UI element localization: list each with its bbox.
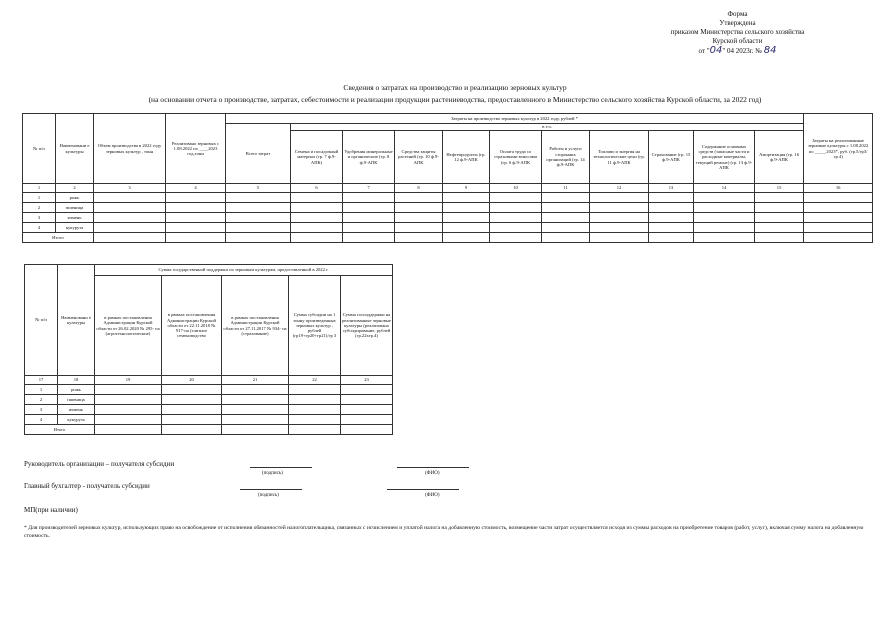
t1-cell[interactable] <box>443 223 490 233</box>
t1-row-num: 4 <box>23 223 56 233</box>
t2-cell[interactable] <box>162 405 222 415</box>
t2-cell[interactable] <box>222 405 289 415</box>
t1-cell[interactable] <box>443 213 490 223</box>
t2-total-label: Итого <box>25 425 95 435</box>
t2-cell[interactable] <box>222 395 289 405</box>
t1-header-insurance: Страхование (гр. 15 ф.9-АПК <box>649 131 694 184</box>
t1-row-num: 2 <box>23 203 56 213</box>
t1-cell[interactable] <box>804 213 873 223</box>
t1-cell[interactable] <box>291 193 343 203</box>
t1-row-num: 3 <box>23 213 56 223</box>
t2-cell[interactable] <box>341 395 393 405</box>
t2-header-insurance: в рамках постановления Администрации Курской области от 27.11.2017 № 934- па (страхование) <box>222 276 289 376</box>
t1-cell[interactable] <box>490 203 542 213</box>
t1-colnum: 5 <box>226 184 291 193</box>
t1-header-labor: Оплата труда со страховыми взносами (гр. 6 ф.9-АПК <box>490 131 542 184</box>
t1-colnum: 7 <box>343 184 395 193</box>
t1-cell[interactable] <box>443 233 490 243</box>
t1-cell[interactable] <box>94 223 166 233</box>
subsidy-table <box>24 264 393 435</box>
t2-colnum: 22 <box>289 376 341 385</box>
t2-cell[interactable] <box>289 385 341 395</box>
t1-row-corn <box>23 223 873 233</box>
t2-header-crop: Наименовани е культуры <box>58 265 95 376</box>
t2-header-group: Сумма государственной поддержки по зерновым культурам, предоставленной в 2022 г. <box>95 265 393 276</box>
footnote: * Для производителей зерновых культур, использующих право на освобождение от исполнения обязанностей налогоплательщика, связанных с исчислением и уплатой налога на добавленную стоимость, возмещение части затрат осуществляется исходя из суммы расходов на приобретение товаров (работ, услуг), включая сумму налога на добавленную стоимость. <box>24 525 864 539</box>
accountant-signature-line <box>240 489 302 490</box>
t2-cell[interactable] <box>162 395 222 405</box>
t1-cell[interactable] <box>590 193 649 203</box>
t1-cell[interactable] <box>94 233 166 243</box>
t1-row-crop: пшеница <box>56 203 94 213</box>
head-sign-hint: (подпись) <box>262 471 283 476</box>
t1-cell[interactable] <box>395 213 443 223</box>
t1-cell[interactable] <box>395 223 443 233</box>
t1-cell[interactable] <box>94 213 166 223</box>
approval-region-line: Курской области <box>712 37 763 45</box>
t1-cell[interactable] <box>804 233 873 243</box>
t2-cell[interactable] <box>289 405 341 415</box>
t1-cell[interactable] <box>542 233 590 243</box>
t1-total-label: Итого <box>23 233 94 243</box>
t1-colnum: 1 <box>23 184 56 193</box>
t1-colnum: 11 <box>542 184 590 193</box>
t2-cell[interactable] <box>341 415 393 425</box>
t1-header-num: № п/п <box>23 114 56 184</box>
approval-date-line: от "04" 04 2023г. № 84 <box>698 45 777 56</box>
t2-cell[interactable] <box>162 415 222 425</box>
t1-cell[interactable] <box>343 203 395 213</box>
t2-cell[interactable] <box>95 425 162 435</box>
t1-header-seeds: Семена и посадочный материал (гр. 7 ф.9-АПК) <box>291 131 343 184</box>
t1-cell[interactable] <box>649 213 694 223</box>
t1-cell[interactable] <box>395 233 443 243</box>
document-title: Сведения о затратах на производство и реализацию зерновых культур <box>343 83 567 92</box>
t2-cell[interactable] <box>95 395 162 405</box>
t1-cell[interactable] <box>590 223 649 233</box>
t2-colnum: 23 <box>341 376 393 385</box>
t2-row-corn <box>25 415 393 425</box>
head-signature-label: Руководитель организации – получателя субсидии <box>24 460 175 468</box>
t1-cell[interactable] <box>395 193 443 203</box>
t1-cell[interactable] <box>395 203 443 213</box>
t1-cell[interactable] <box>755 223 804 233</box>
t1-cell[interactable] <box>166 213 226 223</box>
t2-cell[interactable] <box>341 425 393 435</box>
t1-colnum: 2 <box>56 184 94 193</box>
t1-cell[interactable] <box>755 213 804 223</box>
t1-header-maintenance: Содержание основных средств (запасные части и расходные материалы, текущий ремонт) (гр. 13 ф.9-АПК <box>694 131 755 184</box>
t1-header-costs-group: Затраты на производство зерновых культур в 2022 году, рублей * <box>226 114 804 124</box>
approval-approved-label: Утверждена <box>719 19 756 27</box>
t1-row-total <box>23 233 873 243</box>
t2-row-rye <box>25 385 393 395</box>
t1-header-fuel: Топливо и энергия на технологические цели (гр. 11 ф.9-АПК <box>590 131 649 184</box>
t1-cell[interactable] <box>343 223 395 233</box>
t1-cell[interactable] <box>542 213 590 223</box>
t1-cell[interactable] <box>226 223 291 233</box>
t2-row-num: 2 <box>25 395 58 405</box>
t2-row-num: 4 <box>25 415 58 425</box>
t1-colnum: 13 <box>649 184 694 193</box>
t2-cell[interactable] <box>341 385 393 395</box>
t2-row-crop: пшеница <box>58 395 95 405</box>
t1-cell[interactable] <box>490 213 542 223</box>
t2-colnum: 21 <box>222 376 289 385</box>
t1-cell[interactable] <box>443 193 490 203</box>
t1-cell[interactable] <box>291 223 343 233</box>
t1-header-incl: в т.ч. <box>291 124 804 131</box>
t1-header-crop: Наименовани е культуры <box>56 114 94 184</box>
head-name-hint: (ФИО) <box>425 471 440 476</box>
t1-cell[interactable] <box>694 223 755 233</box>
approval-number: 84 <box>763 45 777 56</box>
t1-cell[interactable] <box>755 203 804 213</box>
t2-cell[interactable] <box>222 425 289 435</box>
t1-cell[interactable] <box>649 223 694 233</box>
t1-cell[interactable] <box>226 213 291 223</box>
accountant-name-hint: (ФИО) <box>425 493 440 498</box>
t1-header-services: Работы и услуги сторонних организаций (гр. 14 ф.9-АПК <box>542 131 590 184</box>
approval-day: 04 <box>709 45 723 56</box>
t1-colnum: 3 <box>94 184 166 193</box>
t1-colnum: 9 <box>443 184 490 193</box>
t1-cell[interactable] <box>590 203 649 213</box>
t1-cell[interactable] <box>694 193 755 203</box>
t1-cell[interactable] <box>694 233 755 243</box>
accountant-sign-hint: (подпись) <box>258 493 279 498</box>
t2-header-per-ton: Сумма субсидии на 1 тонну произведенных зерновых культур , рублей (гр19+гр20+гр21)/гр 3 <box>289 276 341 376</box>
t2-row-num: 3 <box>25 405 58 415</box>
t2-cell[interactable] <box>289 415 341 425</box>
approval-order-line: приказом Министерства сельского хозяйства <box>670 28 805 36</box>
t1-cell[interactable] <box>755 193 804 203</box>
t1-cell[interactable] <box>542 203 590 213</box>
t1-colnum: 8 <box>395 184 443 193</box>
t1-cell[interactable] <box>804 223 873 233</box>
t1-cell[interactable] <box>291 203 343 213</box>
t2-row-crop: ячмень <box>58 405 95 415</box>
t2-row-total <box>25 425 393 435</box>
t1-cell[interactable] <box>649 193 694 203</box>
t2-row-num: 1 <box>25 385 58 395</box>
t1-cell[interactable] <box>343 233 395 243</box>
t1-colnum: 4 <box>166 184 226 193</box>
t2-cell[interactable] <box>222 385 289 395</box>
t2-cell[interactable] <box>222 415 289 425</box>
t2-header-agro: в рамках постановления Администрации Курской области от 26.02.2020 № 295- па (агротехнологические) <box>95 276 162 376</box>
t1-row-rye <box>23 193 873 203</box>
t2-column-numbers-row <box>25 376 393 385</box>
t1-header-total: Всего затрат <box>226 124 291 184</box>
t1-row-num: 1 <box>23 193 56 203</box>
stamp-label: МП(при наличии) <box>24 506 78 514</box>
t1-cell[interactable] <box>343 213 395 223</box>
t1-header-sold: Реализовано зерновых с 1.08.2022 по ____2023 год,тонн <box>166 114 226 184</box>
head-signature-line <box>250 467 312 468</box>
t2-cell[interactable] <box>289 425 341 435</box>
t1-cell[interactable] <box>166 203 226 213</box>
t1-cell[interactable] <box>649 203 694 213</box>
t1-colnum: 12 <box>590 184 649 193</box>
t1-row-wheat <box>23 203 873 213</box>
t1-colnum: 10 <box>490 184 542 193</box>
t1-row-crop: рожь <box>56 193 94 203</box>
t2-cell[interactable] <box>341 405 393 415</box>
costs-table <box>22 113 873 243</box>
t2-header-sold-support: Сумма господдержки на реализованные зерновые культуры (реализовано субсидирование, рублей (гр.22хгр.4) <box>341 276 393 376</box>
t1-header-sold-costs: Затраты на реализованные зерновые культуры с 1.08.2022 по _____2023*, руб. (гр.5/гр3/гр.4) <box>804 114 873 184</box>
t2-cell[interactable] <box>95 415 162 425</box>
t1-row-barley <box>23 213 873 223</box>
t2-header-elite: в рамках постановления Администрации Курской области от 22.11.2018 № 917-па (элитное семеноводство <box>162 276 222 376</box>
document-subtitle: (на основании отчета о производстве, затратах, себестоимости и реализации продукции растениеводства, предоставленного в Министерство сельского хозяйства Курской области, за 2022 год) <box>148 95 762 104</box>
t1-cell[interactable] <box>291 233 343 243</box>
t1-cell[interactable] <box>443 203 490 213</box>
t1-cell[interactable] <box>590 233 649 243</box>
t1-colnum: 14 <box>694 184 755 193</box>
t2-cell[interactable] <box>95 405 162 415</box>
t1-cell[interactable] <box>226 193 291 203</box>
t2-header-num: № п/п <box>25 265 58 376</box>
t2-row-crop: рожь <box>58 385 95 395</box>
t1-header-oil: Нефтепродукты (гр. 12 ф.9-АПК <box>443 131 490 184</box>
t2-colnum: 17 <box>25 376 58 385</box>
t1-cell[interactable] <box>804 203 873 213</box>
t1-cell[interactable] <box>694 213 755 223</box>
t2-colnum: 18 <box>58 376 95 385</box>
t1-cell[interactable] <box>694 203 755 213</box>
t1-cell[interactable] <box>542 223 590 233</box>
t2-row-barley <box>25 405 393 415</box>
t1-cell[interactable] <box>166 233 226 243</box>
t1-cell[interactable] <box>166 193 226 203</box>
t1-cell[interactable] <box>755 233 804 243</box>
t1-cell[interactable] <box>590 213 649 223</box>
head-name-line <box>397 467 469 468</box>
t1-cell[interactable] <box>226 233 291 243</box>
t1-row-crop: кукуруза <box>56 223 94 233</box>
t1-header-volume: Объем производства в 2022 году зерновых культур , тонн <box>94 114 166 184</box>
t1-colnum: 6 <box>291 184 343 193</box>
t2-cell[interactable] <box>162 385 222 395</box>
t2-cell[interactable] <box>289 395 341 405</box>
t1-row-crop: ячмень <box>56 213 94 223</box>
t1-header-fertilizers: Удобрения минеральные и органические (гр. 8 ф.9-АПК <box>343 131 395 184</box>
approval-block <box>640 10 835 56</box>
t2-colnum: 20 <box>162 376 222 385</box>
t1-cell[interactable] <box>490 223 542 233</box>
t2-cell[interactable] <box>95 385 162 395</box>
t1-cell[interactable] <box>226 203 291 213</box>
t1-header-protection: Средства защиты растений (гр. 10 ф.9-АПК <box>395 131 443 184</box>
t1-cell[interactable] <box>343 193 395 203</box>
t2-cell[interactable] <box>162 425 222 435</box>
t1-cell[interactable] <box>542 193 590 203</box>
approval-form-label: Форма <box>727 10 748 18</box>
t1-header-amortization: Амортизация (гр. 16 ф.9-АПК <box>755 131 804 184</box>
t1-cell[interactable] <box>490 233 542 243</box>
t2-row-crop: кукуруза <box>58 415 95 425</box>
t1-cell[interactable] <box>490 193 542 203</box>
t1-colnum: 15 <box>755 184 804 193</box>
t1-cell[interactable] <box>166 223 226 233</box>
t2-row-wheat <box>25 395 393 405</box>
accountant-signature-label: Главный бухгалтер - получатель субсидии <box>24 482 150 490</box>
t1-cell[interactable] <box>649 233 694 243</box>
t1-colnum: 16 <box>804 184 873 193</box>
t1-column-numbers-row <box>23 184 873 193</box>
t1-cell[interactable] <box>291 213 343 223</box>
accountant-name-line <box>387 489 459 490</box>
t1-cell[interactable] <box>94 193 166 203</box>
t1-cell[interactable] <box>804 193 873 203</box>
t1-cell[interactable] <box>94 203 166 213</box>
t2-colnum: 19 <box>95 376 162 385</box>
